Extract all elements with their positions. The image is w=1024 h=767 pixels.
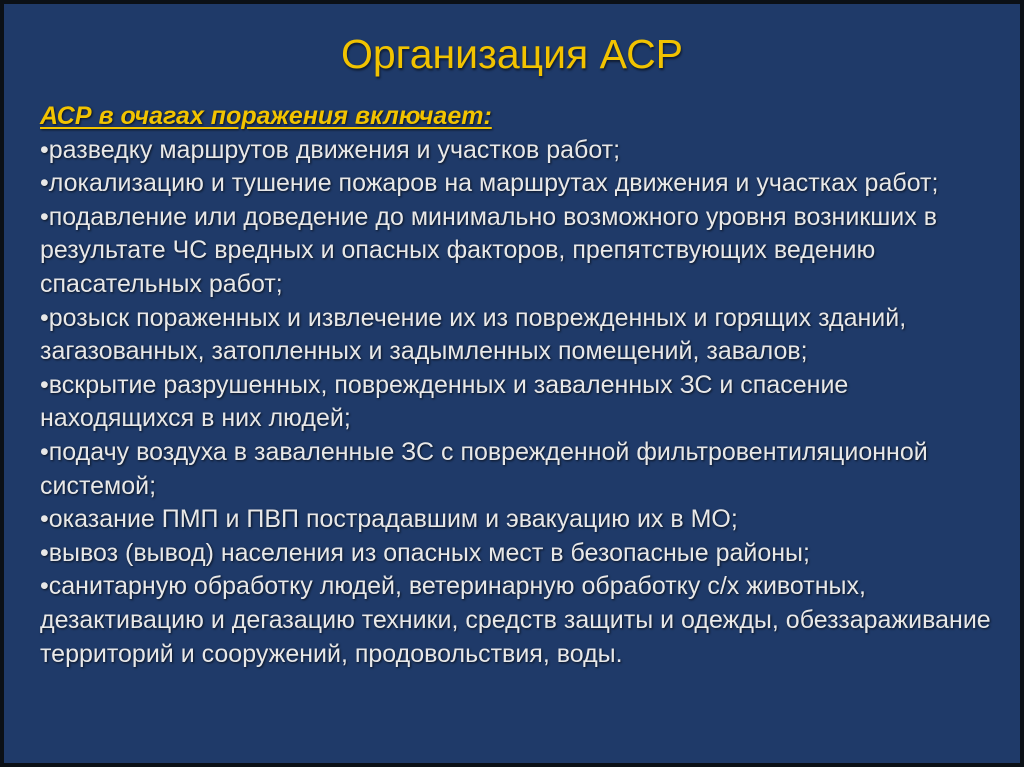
bullet-icon: • xyxy=(40,370,49,399)
bullet-icon: • xyxy=(40,169,49,198)
list-item xyxy=(40,537,1000,571)
bullet-icon: • xyxy=(40,303,49,332)
list-item xyxy=(40,201,1000,302)
bullet-icon: • xyxy=(40,135,49,164)
bullet-icon: • xyxy=(40,437,49,466)
list-item-text: локализацию и тушение пожаров на маршрутах движения и участках работ; xyxy=(48,169,939,198)
list-item-text: подавление или доведение до минимально возможного уровня возникших в результате ЧС вредных и опасных факторов, препятствующих ведению спасательных работ; xyxy=(40,202,937,298)
bullet-icon: • xyxy=(40,505,49,534)
slide-title: Организация АСР xyxy=(340,31,684,77)
list-item xyxy=(40,503,1000,537)
list-item xyxy=(40,436,1000,503)
list-item xyxy=(40,570,1000,671)
list-item-text: подачу воздуха в заваленные ЗС с поврежденной фильтровентиляционной системой; xyxy=(40,437,928,500)
section-subtitle: АСР в очагах поражения включает: xyxy=(40,102,492,130)
bullet-icon: • xyxy=(40,202,49,231)
list-item xyxy=(40,302,1000,369)
list-item xyxy=(40,167,1000,201)
list-item-text: оказание ПМП и ПВП пострадавшим и эвакуацию их в МО; xyxy=(48,505,738,534)
list-item-text: санитарную обработку людей, ветеринарную обработку с/х животных, дезактивацию и дегазацию техники, средств защиты и одежды, обеззараживание территорий и сооружений, продовольствия, воды. xyxy=(40,572,991,668)
bullet-icon: • xyxy=(40,538,49,567)
list-item-text: вскрытие разрушенных, поврежденных и заваленных ЗС и спасение находящихся в них людей; xyxy=(40,370,849,433)
list-item-text: розыск пораженных и извлечение их из поврежденных и горящих зданий, загазованных, затопленных и задымленных помещений, завалов; xyxy=(40,303,907,366)
list-item xyxy=(40,369,1000,436)
list-item xyxy=(40,134,1000,168)
slide-body xyxy=(40,100,1000,671)
bullet-list xyxy=(40,134,1000,672)
list-item-text: вывоз (вывод) населения из опасных мест в безопасные районы; xyxy=(48,538,810,567)
bullet-icon: • xyxy=(40,572,49,601)
list-item-text: разведку маршрутов движения и участков работ; xyxy=(48,135,621,164)
